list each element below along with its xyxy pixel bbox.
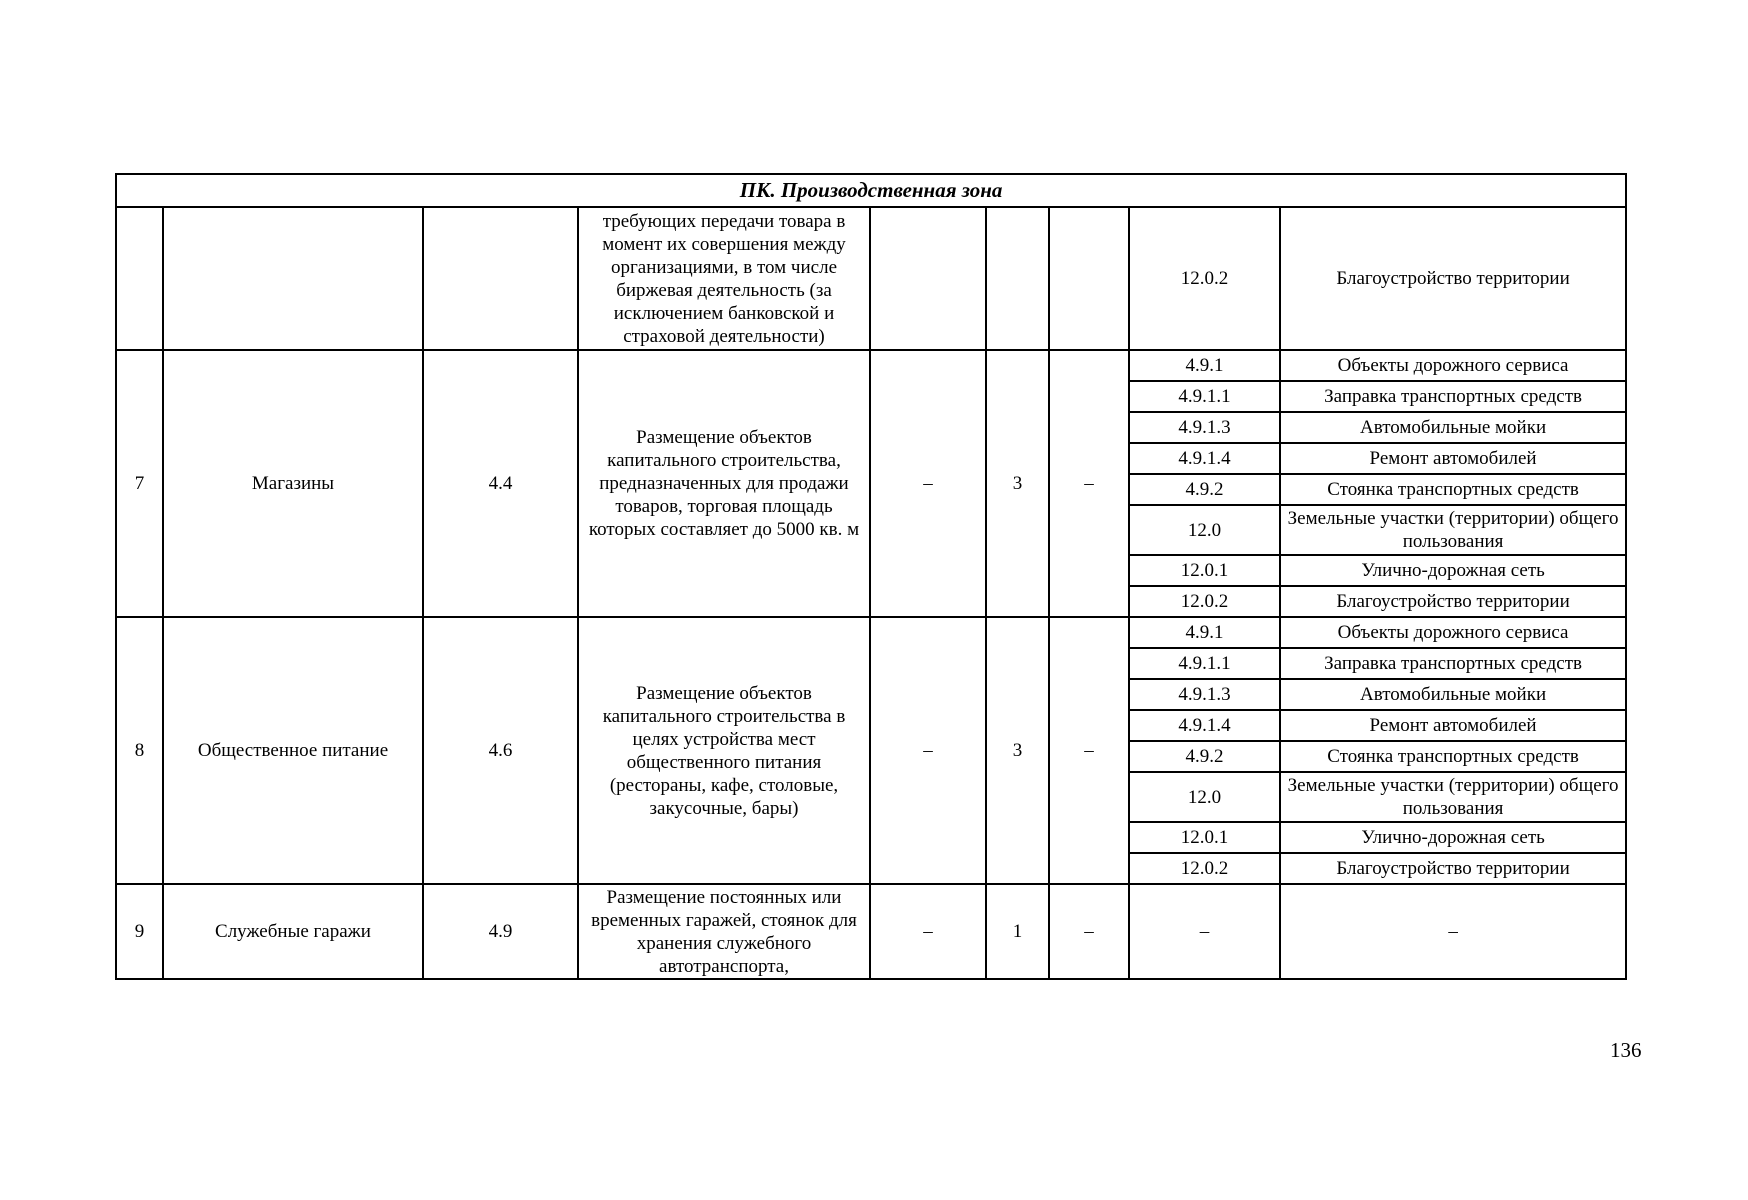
sub-code-cell: 4.9.1.3: [1129, 679, 1280, 710]
use-name-cell: Общественное питание: [163, 617, 423, 884]
use-code-cell: [423, 207, 578, 350]
table-row: [116, 350, 1626, 381]
table-row: [116, 884, 1626, 979]
param-cell: [870, 207, 986, 350]
sub-code-cell: 4.9.2: [1129, 741, 1280, 772]
sub-code-cell: 4.9.1.4: [1129, 710, 1280, 741]
sub-name-cell: Улично-дорожная сеть: [1280, 555, 1626, 586]
param-cell: –: [870, 617, 986, 884]
sub-name-cell: Автомобильные мойки: [1280, 679, 1626, 710]
table-title-row: [116, 174, 1626, 207]
sub-name-cell: –: [1280, 884, 1626, 979]
row-number-cell: 8: [116, 617, 163, 884]
table-row: [116, 207, 1626, 350]
sub-name-cell: Благоустройство территории: [1280, 853, 1626, 884]
sub-code-cell: 12.0.2: [1129, 207, 1280, 350]
sub-code-cell: 4.9.1.4: [1129, 443, 1280, 474]
use-code-cell: 4.6: [423, 617, 578, 884]
zone-table: [115, 173, 1627, 980]
param-cell: –: [1049, 617, 1129, 884]
page-number: 136: [1610, 1038, 1642, 1062]
sub-name-cell: Заправка транспортных средств: [1280, 648, 1626, 679]
sub-code-cell: 4.9.1: [1129, 617, 1280, 648]
use-description-cell: Размещение постоянных или временных гаражей, стоянок для хранения служебного автотранспорта,: [578, 884, 870, 979]
use-name-cell: [163, 207, 423, 350]
param-cell: –: [870, 350, 986, 617]
param-cell: –: [870, 884, 986, 979]
sub-code-cell: 12.0.1: [1129, 822, 1280, 853]
sub-name-cell: Земельные участки (территории) общего пользования: [1280, 772, 1626, 822]
use-name-cell: Магазины: [163, 350, 423, 617]
sub-name-cell: Объекты дорожного сервиса: [1280, 617, 1626, 648]
sub-code-cell: 12.0.2: [1129, 586, 1280, 617]
sub-code-cell: 12.0.1: [1129, 555, 1280, 586]
zone-title: ПК. Производственная зона: [116, 174, 1626, 207]
row-number-cell: 9: [116, 884, 163, 979]
sub-name-cell: Земельные участки (территории) общего пользования: [1280, 505, 1626, 555]
sub-name-cell: Ремонт автомобилей: [1280, 443, 1626, 474]
sub-code-cell: 4.9.1: [1129, 350, 1280, 381]
use-code-cell: 4.4: [423, 350, 578, 617]
use-description-cell: Размещение объектов капитального строительства, предназначенных для продажи товаров, торговая площадь которых составляет до 5000 кв. м: [578, 350, 870, 617]
use-description-cell: Размещение объектов капитального строительства в целях устройства мест общественного питания (рестораны, кафе, столовые, закусочные, бары): [578, 617, 870, 884]
sub-code-cell: –: [1129, 884, 1280, 979]
sub-code-cell: 4.9.1.1: [1129, 648, 1280, 679]
sub-name-cell: Стоянка транспортных средств: [1280, 741, 1626, 772]
sub-code-cell: 4.9.1.1: [1129, 381, 1280, 412]
sub-code-cell: 12.0.2: [1129, 853, 1280, 884]
sub-name-cell: Автомобильные мойки: [1280, 412, 1626, 443]
use-code-cell: 4.9: [423, 884, 578, 979]
param-cell: 1: [986, 884, 1049, 979]
sub-name-cell: Заправка транспортных средств: [1280, 381, 1626, 412]
sub-name-cell: Благоустройство территории: [1280, 207, 1626, 350]
param-cell: [986, 207, 1049, 350]
sub-name-cell: Благоустройство территории: [1280, 586, 1626, 617]
param-cell: –: [1049, 884, 1129, 979]
row-number-cell: 7: [116, 350, 163, 617]
sub-code-cell: 4.9.2: [1129, 474, 1280, 505]
param-cell: [1049, 207, 1129, 350]
sub-code-cell: 4.9.1.3: [1129, 412, 1280, 443]
use-name-cell: Служебные гаражи: [163, 884, 423, 979]
param-cell: –: [1049, 350, 1129, 617]
sub-code-cell: 12.0: [1129, 772, 1280, 822]
sub-name-cell: Объекты дорожного сервиса: [1280, 350, 1626, 381]
sub-code-cell: 12.0: [1129, 505, 1280, 555]
param-cell: 3: [986, 617, 1049, 884]
row-number-cell: [116, 207, 163, 350]
sub-name-cell: Улично-дорожная сеть: [1280, 822, 1626, 853]
param-cell: 3: [986, 350, 1049, 617]
sub-name-cell: Ремонт автомобилей: [1280, 710, 1626, 741]
sub-name-cell: Стоянка транспортных средств: [1280, 474, 1626, 505]
use-description-cell: требующих передачи товара в момент их совершения между организациями, в том числе биржевая деятельность (за исключением банковской и страховой деятельности): [578, 207, 870, 350]
table-row: [116, 617, 1626, 648]
